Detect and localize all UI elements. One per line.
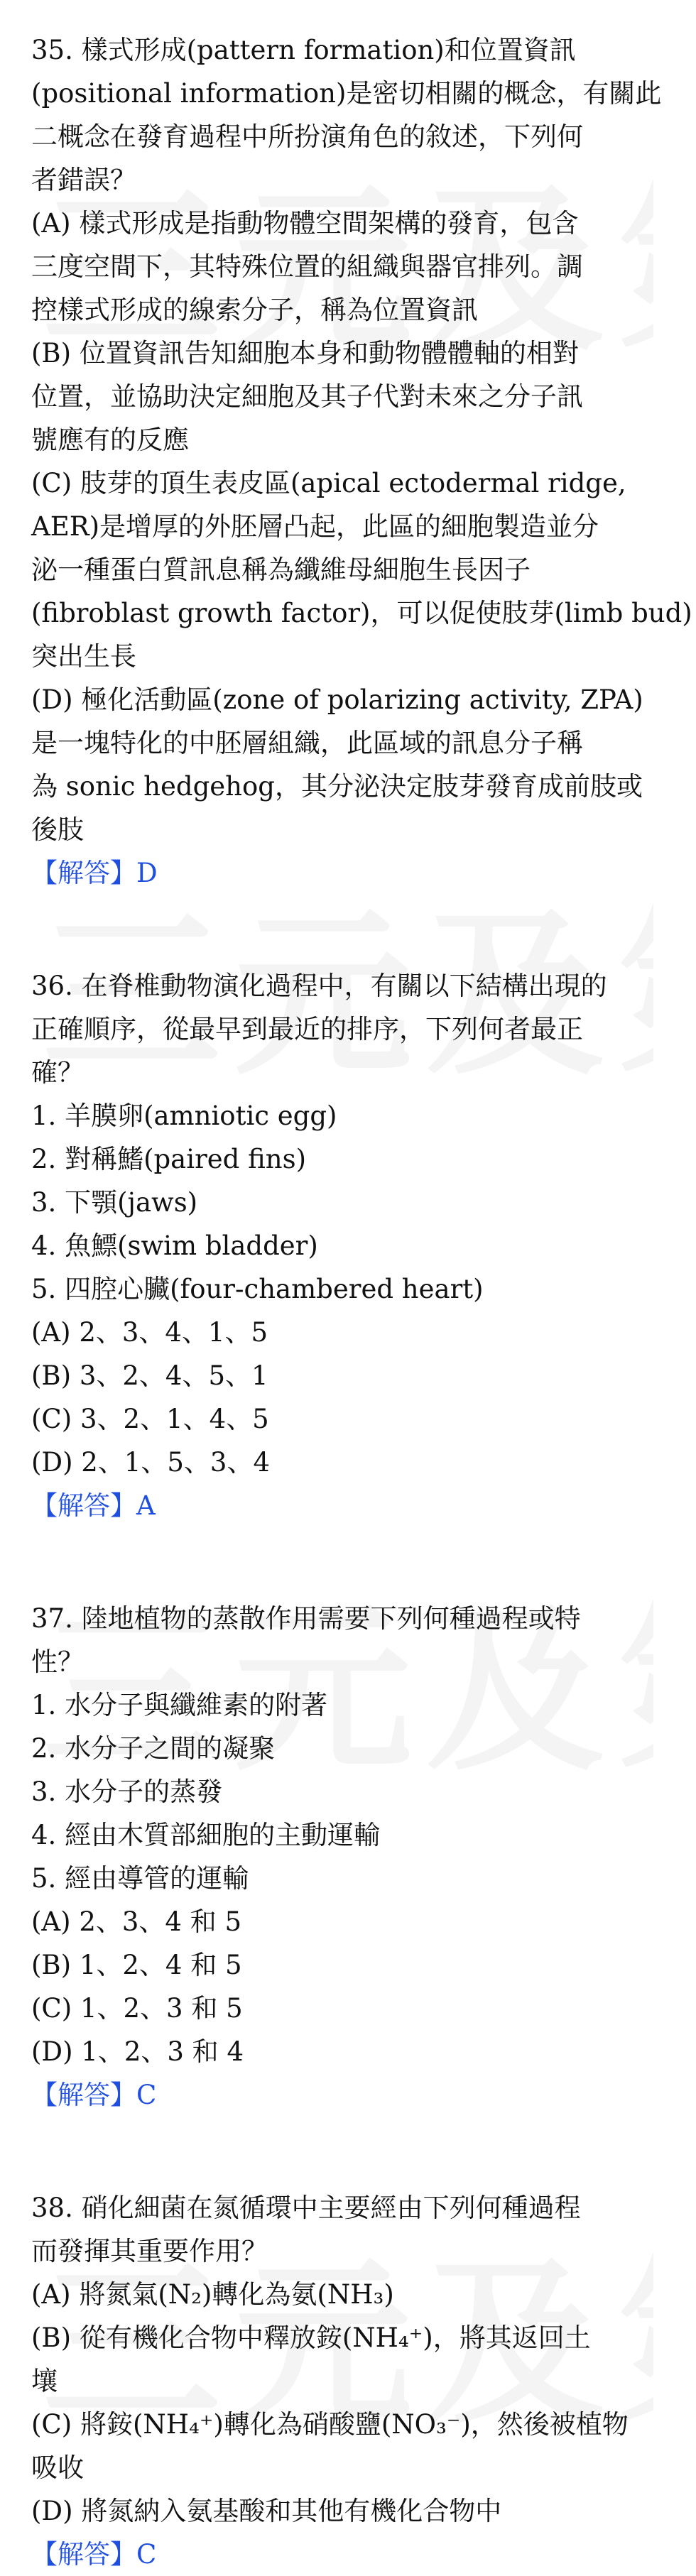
option-text-line: (D) 2、1、5、3、4 <box>31 1447 270 1478</box>
option-text-line: (D) 將氮納入氨基酸和其他有機化合物中 <box>31 2496 502 2526</box>
question-text-line: 而發揮其重要作用？ <box>31 2236 268 2266</box>
question-text-line: 二概念在發育過程中所扮演角色的敘述，下列何 <box>31 121 583 152</box>
option-text-line: 後肢 <box>31 814 84 845</box>
option-text-line: (C) 將銨(NH₄⁺)轉化為硝酸鹽(NO₃⁻)，然後被植物 <box>31 2409 629 2440</box>
list-item: 4. 魚鰾(swim bladder) <box>31 1230 318 1261</box>
option-text-line: (B) 1、2、4 和 5 <box>31 1950 242 1980</box>
option-text-line: (A) 2、3、4、1、5 <box>31 1317 268 1348</box>
list-item: 2. 水分子之間的凝聚 <box>31 1733 276 1764</box>
option-text-line: 泌一種蛋白質訊息稱為纖維母細胞生長因子 <box>31 555 531 585</box>
option-text-line: 壤 <box>31 2366 58 2396</box>
option-text-line: 突出生長 <box>31 641 136 672</box>
answer-label: 【解答】D <box>31 858 158 888</box>
list-item: 1. 羊膜卵(amniotic egg) <box>31 1101 337 1131</box>
question-36 <box>31 964 670 1527</box>
option-text-line: 吸收 <box>31 2452 84 2483</box>
list-item: 3. 下顎(jaws) <box>31 1187 198 1218</box>
option-text-line: (D) 1、2、3 和 4 <box>31 2036 244 2067</box>
list-item: 5. 四腔心臟(four-chambered heart) <box>31 1274 484 1304</box>
option-text-line: (A) 2、3、4 和 5 <box>31 1906 242 1937</box>
answer-label: 【解答】A <box>31 1490 156 1521</box>
question-list <box>31 28 692 2576</box>
list-item: 4. 經由木質部細胞的主動運輸 <box>31 1820 381 1850</box>
question-text-line: 確？ <box>31 1057 84 1088</box>
option-text-line: (B) 3、2、4、5、1 <box>31 1360 268 1391</box>
answer-label: 【解答】C <box>31 2080 157 2110</box>
question-text-line: 者錯誤？ <box>31 165 136 195</box>
question-text-line: 正確順序，從最早到最近的排序，下列何者最正 <box>31 1014 583 1044</box>
list-item: 3. 水分子的蒸發 <box>31 1777 223 1807</box>
option-text-line: (C) 3、2、1、4、5 <box>31 1404 269 1434</box>
option-text-line: (A) 樣式形成是指動物體空間架構的發育，包含 <box>31 208 579 239</box>
option-text-line: 控樣式形成的線索分子，稱為位置資訊 <box>31 295 478 325</box>
option-text-line: 號應有的反應 <box>31 425 189 455</box>
question-text-line: 37. 陸地植物的蒸散作用需要下列何種過程或特 <box>31 1603 581 1634</box>
option-text-line: 是一塊特化的中胚層組織，此區域的訊息分子稱 <box>31 728 583 758</box>
list-item: 5. 經由導管的運輸 <box>31 1863 249 1894</box>
question-text-line: 36. 在脊椎動物演化過程中，有關以下結構出現的 <box>31 971 607 1001</box>
option-text-line: 為 sonic hedgehog，其分泌決定肢芽發育成前肢或 <box>31 771 643 802</box>
question-text-line: 性？ <box>31 1647 84 1677</box>
option-text-line: 位置，並協助決定細胞及其子代對未來之分子訊 <box>31 381 583 412</box>
question-text-line: (positional information)是密切相關的概念，有關此 <box>31 78 662 109</box>
option-text-line: (C) 1、2、3 和 5 <box>31 1993 243 2024</box>
option-text-line: 三度空間下，其特殊位置的組織與器官排列。調 <box>31 251 583 282</box>
option-text-line: (C) 肢芽的頂生表皮區(apical ectodermal ridge, <box>31 468 626 498</box>
list-item: 1. 水分子與纖維素的附著 <box>31 1690 328 1720</box>
list-item: 2. 對稱鰭(paired fins) <box>31 1144 307 1174</box>
question-text-line: 35. 樣式形成(pattern formation)和位置資訊 <box>31 35 576 65</box>
option-text-line: (fibroblast growth factor)，可以促使肢芽(limb bud) <box>31 598 692 628</box>
option-text-line: (B) 從有機化合物中釋放銨(NH₄⁺)，將其返回土 <box>31 2323 591 2353</box>
option-text-line: (D) 極化活動區(zone of polarizing activity, ZPA) <box>31 684 643 715</box>
option-text-line: (A) 將氮氣(N₂)轉化為氨(NH₃) <box>31 2279 394 2310</box>
answer-label: 【解答】C <box>31 2539 157 2570</box>
option-text-line: (B) 位置資訊告知細胞本身和動物體體軸的相對 <box>31 338 579 369</box>
question-text-line: 38. 硝化細菌在氮循環中主要經由下列何種過程 <box>31 2193 581 2223</box>
option-text-line: AER)是增厚的外胚層凸起，此區的細胞製造並分 <box>31 511 599 542</box>
question-38 <box>31 2186 670 2576</box>
question-35 <box>31 28 692 895</box>
question-37 <box>31 1597 670 2117</box>
